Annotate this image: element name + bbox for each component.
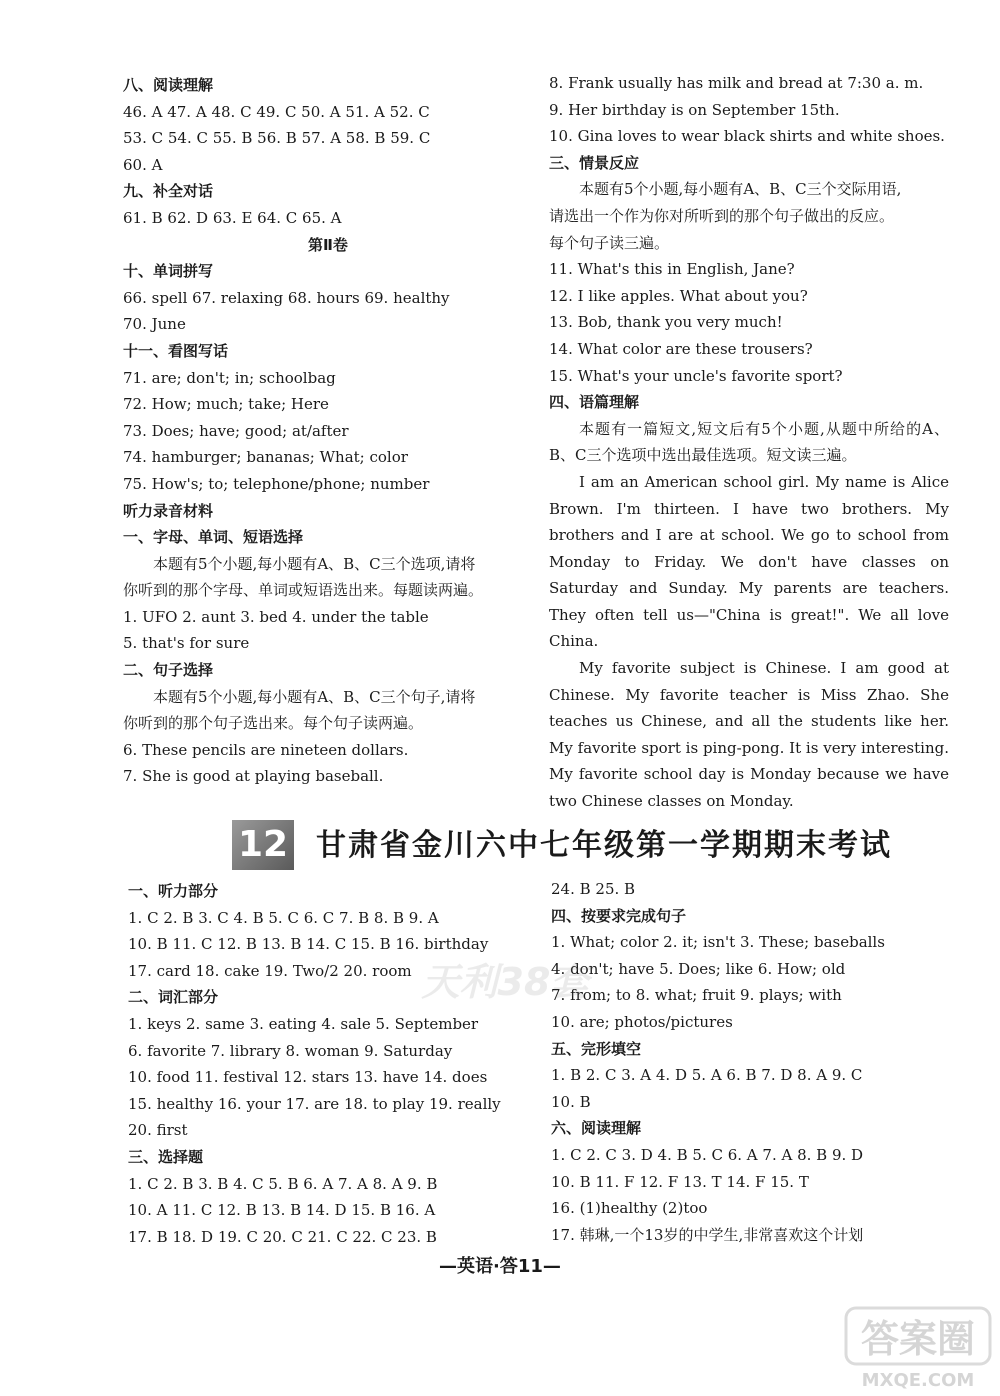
section-heading: 六、阅读理解 — [551, 1119, 642, 1138]
answer-line: 17. B 18. D 19. C 20. C 21. C 22. C 23. B — [128, 1227, 437, 1246]
section-heading: 九、补全对话 — [123, 182, 214, 201]
section-number-badge: 12 — [232, 820, 294, 870]
answer-line: 17. 韩琳,一个13岁的中学生,非常喜欢这个计划 — [551, 1225, 864, 1244]
answer-line: 1. What; color 2. it; isn't 3. These; baseballs — [551, 933, 885, 952]
answer-line: 15. What's your uncle's favorite sport? — [549, 366, 843, 385]
top-right-column — [549, 70, 949, 815]
section-heading: 三、情景反应 — [549, 153, 640, 172]
page-footer: —英语·答11— — [439, 1256, 561, 1277]
answer-line: 10. are; photos/pictures — [551, 1012, 733, 1031]
section-heading: 一、字母、单词、短语选择 — [123, 528, 304, 547]
instruction-line: 本题有5个小题,每小题有A、B、C三个交际用语, — [579, 180, 902, 199]
answer-line: 请选出一个作为你对所听到的那个句子做出的反应。 — [549, 206, 895, 225]
answer-line: 24. B 25. B — [551, 880, 636, 898]
section-heading: 四、语篇理解 — [549, 393, 640, 412]
answer-line: 53. C 54. C 55. B 56. B 57. A 58. B 59. C — [123, 129, 431, 148]
section-heading: 五、完形填空 — [551, 1039, 642, 1058]
watermark-center-text: 天利38套 — [421, 960, 589, 1004]
reading-intro: 本题有一篇短文,短文后有5个小题,从题中所给的A、B、C三个选项中选出最佳选项。短文读三遍。 — [549, 419, 949, 465]
answer-line: 11. What's this in English, Jane? — [549, 260, 795, 279]
section-heading: 二、句子选择 — [123, 661, 214, 680]
section-heading: 二、词汇部分 — [128, 988, 219, 1007]
watermark-corner-logo — [842, 1302, 994, 1394]
answer-line: 9. Her birthday is on September 15th. — [549, 100, 840, 119]
watermark-url: MXQE.COM — [861, 1370, 975, 1391]
reading-paragraph-1: I am an American school girl. My name is Alice Brown. I'm thirteen. I have two brothers. My brothers and I are at school. We go to school from Monday to Friday. We don't have classes on Saturday and Sunday. My parents are teachers. They often tell us—"China is great!". We all love China. — [549, 472, 949, 651]
answer-line: 16. (1)healthy (2)too — [551, 1199, 708, 1218]
answer-line: 7. from; to 8. what; fruit 9. plays; with — [551, 986, 842, 1005]
answer-line: 1. B 2. C 3. A 4. D 5. A 6. B 7. D 8. A 9. C — [551, 1066, 863, 1085]
answer-line: 17. card 18. cake 19. Two/2 20. room — [128, 961, 412, 980]
answer-line: 1. keys 2. same 3. eating 4. sale 5. September — [128, 1014, 479, 1033]
section-heading: 十、单词拼写 — [123, 262, 214, 281]
answer-line: 你听到的那个句子选出来。每个句子读两遍。 — [123, 714, 424, 733]
watermark-corner-text: 答案圈 — [860, 1317, 976, 1361]
answer-line: 10. B — [551, 1092, 591, 1111]
answer-line: 10. B 11. F 12. F 13. T 14. F 15. T — [551, 1172, 809, 1191]
answer-line: 60. A — [123, 155, 163, 174]
answer-line: 1. C 2. B 3. B 4. C 5. B 6. A 7. A 8. A 9. B — [128, 1174, 438, 1193]
answer-line: 12. I like apples. What about you? — [549, 286, 808, 305]
answer-line: 1. UFO 2. aunt 3. bed 4. under the table — [123, 607, 429, 626]
section-heading: 听力录音材料 — [123, 501, 214, 520]
answer-line: 10. A 11. C 12. B 13. B 14. D 15. B 16. A — [128, 1201, 436, 1220]
answer-line: 10. B 11. C 12. B 13. B 14. C 15. B 16. birthday — [128, 935, 489, 954]
answer-line: 13. Bob, thank you very much! — [549, 313, 783, 332]
section-heading: 一、听力部分 — [128, 882, 219, 900]
section-heading: 三、选择题 — [128, 1147, 204, 1166]
answer-line: 66. spell 67. relaxing 68. hours 69. healthy — [123, 288, 450, 307]
answer-line: 74. hamburger; bananas; What; color — [123, 448, 408, 467]
answer-line: 你听到的那个字母、单词或短语选出来。每题读两遍。 — [123, 581, 484, 600]
answer-line: 73. Does; have; good; at/after — [123, 421, 349, 440]
section-heading: 十一、看图写话 — [123, 341, 229, 360]
bottom-left-column — [128, 878, 538, 1250]
answer-line: 70. June — [123, 315, 186, 334]
section-heading: 八、阅读理解 — [123, 76, 214, 94]
section-banner — [232, 818, 892, 874]
answer-line: 10. food 11. festival 12. stars 13. have 14. does — [128, 1068, 488, 1087]
answer-line: 7. She is good at playing baseball. — [123, 767, 384, 786]
answer-line: 61. B 62. D 63. E 64. C 65. A — [123, 208, 342, 227]
answer-line: 4. don't; have 5. Does; like 6. How; old — [551, 959, 846, 978]
answer-line: 15. healthy 16. your 17. are 18. to play 19. really — [128, 1094, 501, 1113]
answer-line: 6. These pencils are nineteen dollars. — [123, 740, 409, 759]
top-left-column — [123, 72, 533, 790]
section-title: 甘肃省金川六中七年级第一学期期末考试 — [316, 828, 892, 863]
answer-line: 10. Gina loves to wear black shirts and white shoes. — [549, 127, 945, 146]
volume-heading: 第Ⅱ卷 — [308, 235, 348, 254]
answer-line: 1. C 2. C 3. D 4. B 5. C 6. A 7. A 8. B 9. D — [551, 1145, 864, 1164]
answer-line: 1. C 2. B 3. C 4. B 5. C 6. C 7. B 8. B 9. A — [128, 908, 439, 927]
instruction-line: 本题有5个小题,每小题有A、B、C三个选项,请将 — [153, 554, 476, 573]
answer-line: 14. What color are these trousers? — [549, 339, 813, 358]
section-heading: 四、按要求完成句子 — [551, 906, 687, 925]
answer-line: 5. that's for sure — [123, 634, 250, 653]
answer-line: 72. How; much; take; Here — [123, 395, 329, 414]
answer-line: 6. favorite 7. library 8. woman 9. Saturday — [128, 1041, 453, 1060]
answer-line: 71. are; don't; in; schoolbag — [123, 368, 336, 387]
answer-line: 20. first — [128, 1121, 188, 1140]
answer-line: 每个句子读三遍。 — [549, 233, 670, 252]
reading-paragraph-2: My favorite subject is Chinese. I am good at Chinese. My favorite teacher is Miss Zhao. She teaches us Chinese, and all the students like her. My favorite sport is ping-pong. It is very interesting. My favorite school day is Monday because we have two Chinese classes on Monday. — [549, 659, 949, 811]
answer-line: 8. Frank usually has milk and bread at 7:30 a. m. — [549, 74, 924, 92]
watermark-center-logo — [410, 940, 600, 1030]
top-right-lines — [549, 70, 949, 416]
answer-line: 75. How's; to; telephone/phone; number — [123, 474, 430, 493]
instruction-line: 本题有5个小题,每小题有A、B、C三个句子,请将 — [153, 687, 476, 706]
answer-line: 46. A 47. A 48. C 49. C 50. A 51. A 52. C — [123, 102, 430, 121]
bottom-right-column — [551, 876, 951, 1248]
